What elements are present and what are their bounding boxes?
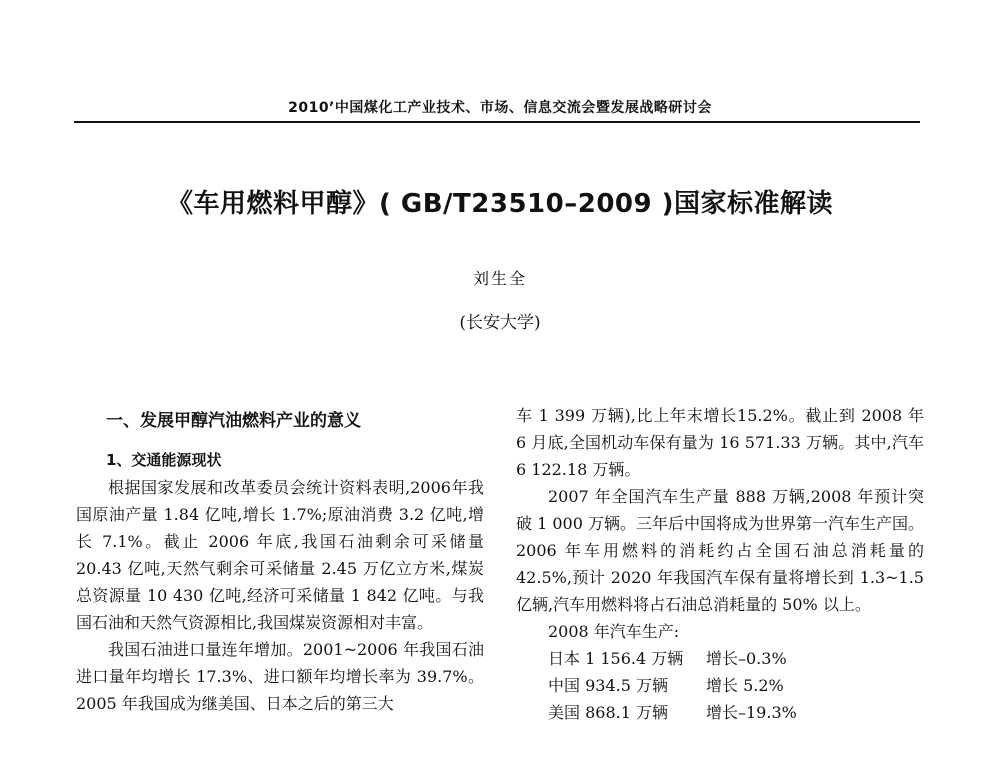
header-rule (74, 121, 920, 123)
production-row (516, 645, 924, 672)
section-heading: 一、发展甲醇汽油燃料产业的意义 (106, 411, 361, 431)
subsection-heading: 1、交通能源现状 (106, 451, 222, 469)
production-growth: 增长–19.3% (706, 703, 797, 722)
production-growth: 增长–0.3% (706, 649, 787, 668)
production-country: 日本 1 156.4 万辆 (548, 649, 684, 668)
left-column (76, 406, 484, 717)
production-row (516, 699, 924, 726)
paragraph: 车 1 399 万辆),比上年末增长15.2%。截止到 2008 年 6 月底,全国机动车保有量为 16 571.33 万辆。其中,汽车 6 122.18 万辆。 (516, 406, 924, 479)
article-title: 《车用燃料甲醇》( GB/T23510–2009 )国家标准解读 (166, 189, 834, 219)
paragraph: 2007 年全国汽车生产量 888 万辆,2008 年预计突破 1 000 万辆。三年后中国将成为世界第一汽车生产国。2006 年车用燃料的消耗约占全国石油总消耗量的 42.5%,预计 2020 年我国汽车保有量将增长到 1.3~1.5 亿辆,汽车用燃料将占石油总消耗量的 50% 以上。 (516, 487, 924, 614)
production-heading: 2008 年汽车生产: (548, 622, 680, 641)
author-name: 刘生全 (472, 269, 527, 288)
paragraph: 根据国家发展和改革委员会统计资料表明,2006年我国原油产量 1.84 亿吨,增长 1.7%;原油消费 3.2 亿吨,增长 7.1%。截止 2006 年底,我国石油剩余可采储量 20.43 亿吨,天然气剩余可采储量 2.45 万亿立方米,煤炭总资源量 10 430 亿吨,经济可采储量 1 842 亿吨。与我国石油和天然气资源相比,我国煤炭资源相对丰富。 (76, 478, 484, 632)
production-country: 美国 868.1 万辆 (548, 703, 668, 722)
conference-header: 2010’中国煤化工产业技术、市场、信息交流会暨发展战略研讨会 (288, 100, 712, 116)
right-column (516, 402, 924, 726)
production-country: 中国 934.5 万辆 (548, 676, 668, 695)
paragraph: 我国石油进口量连年增加。2001~2006 年我国石油进口量年均增长 17.3%、进口额年均增长率为 39.7%。2005 年我国成为继美国、日本之后的第三大 (76, 640, 484, 713)
author-affiliation: (长安大学) (459, 313, 541, 333)
production-growth: 增长 5.2% (706, 676, 784, 695)
production-row (516, 672, 924, 699)
